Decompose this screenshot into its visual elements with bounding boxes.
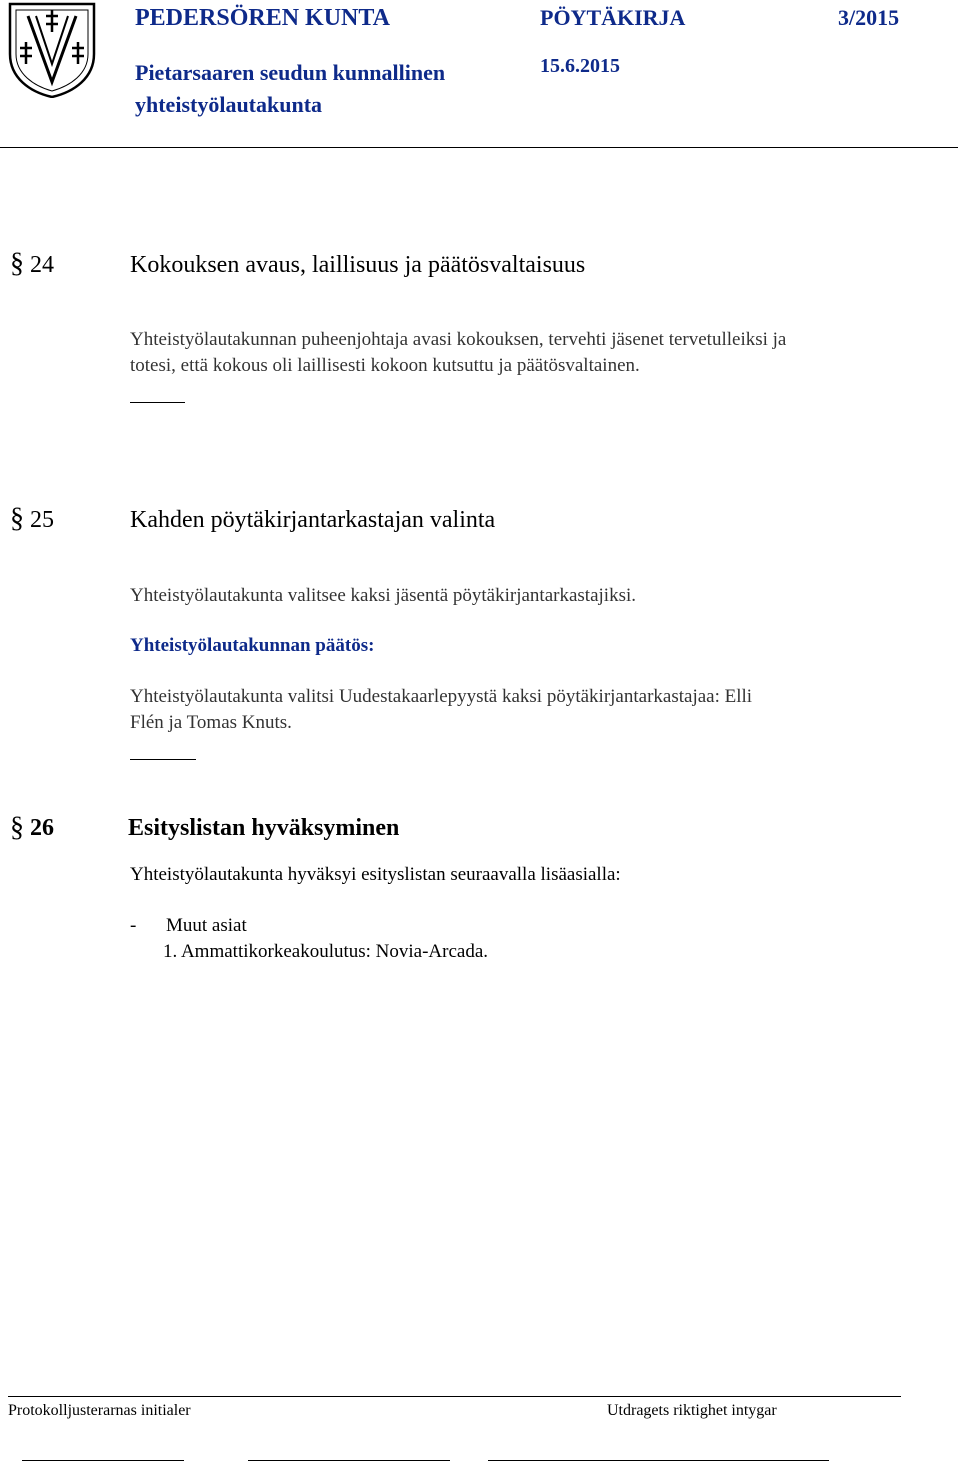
- section-title: Kokouksen avaus, laillisuus ja päätösvaltaisuus: [130, 252, 586, 278]
- section-sign: §: [10, 503, 24, 534]
- document-number: 3/2015: [838, 5, 900, 30]
- footer-divider: [8, 1396, 901, 1397]
- section-number: 24: [30, 252, 54, 278]
- document-type: PÖYTÄKIRJA: [540, 5, 686, 30]
- decision-heading: Yhteistyölautakunnan päätös:: [130, 635, 375, 656]
- signature-line: [22, 1460, 184, 1461]
- list-item-label: Muut asiat: [166, 915, 247, 936]
- excerpt-label: Utdragets riktighet intygar: [607, 1402, 777, 1419]
- initials-label: Protokolljusterarnas initialer: [8, 1402, 191, 1419]
- section-sign: §: [10, 812, 24, 843]
- section-sign: §: [10, 248, 24, 279]
- proposal-text: Yhteistyölautakunta valitsee kaksi jäsentä pöytäkirjantarkastajiksi.: [130, 585, 636, 606]
- intro-text: Yhteistyölautakunta hyväksyi esityslistan seuraavalla lisäasialla:: [130, 864, 621, 885]
- list-subitem: 1. Ammattikorkeakoulutus: Novia-Arcada.: [163, 941, 489, 962]
- decision-line: Yhteistyölautakunta valitsi Uudestakaarlepyystä kaksi pöytäkirjantarkastajaa: Elli: [130, 686, 753, 707]
- committee-name-line1: Pietarsaaren seudun kunnallinen: [135, 60, 446, 85]
- section-number: 25: [30, 507, 54, 533]
- municipal-coat-of-arms-icon: [6, 2, 98, 98]
- paragraph-line: totesi, että kokous oli laillisesti kokoon kutsuttu ja päätösvaltainen.: [130, 355, 640, 376]
- header-divider: [0, 147, 958, 148]
- section-title: Esityslistan hyväksyminen: [128, 815, 400, 841]
- section-end-line: [130, 402, 185, 403]
- signature-line: [488, 1460, 829, 1461]
- paragraph-line: Yhteistyölautakunnan puheenjohtaja avasi kokouksen, tervehti jäsenet tervetulleiksi ja: [130, 329, 787, 350]
- section-end-line: [130, 759, 196, 760]
- committee-name-line2: yhteistyölautakunta: [135, 92, 323, 117]
- section-number: 26: [30, 815, 54, 841]
- section-title: Kahden pöytäkirjantarkastajan valinta: [130, 507, 496, 533]
- signature-line: [248, 1460, 450, 1461]
- meeting-date: 15.6.2015: [540, 55, 620, 77]
- decision-line: Flén ja Tomas Knuts.: [130, 712, 292, 733]
- list-bullet: -: [130, 915, 137, 936]
- organization-name: PEDERSÖREN KUNTA: [135, 5, 390, 31]
